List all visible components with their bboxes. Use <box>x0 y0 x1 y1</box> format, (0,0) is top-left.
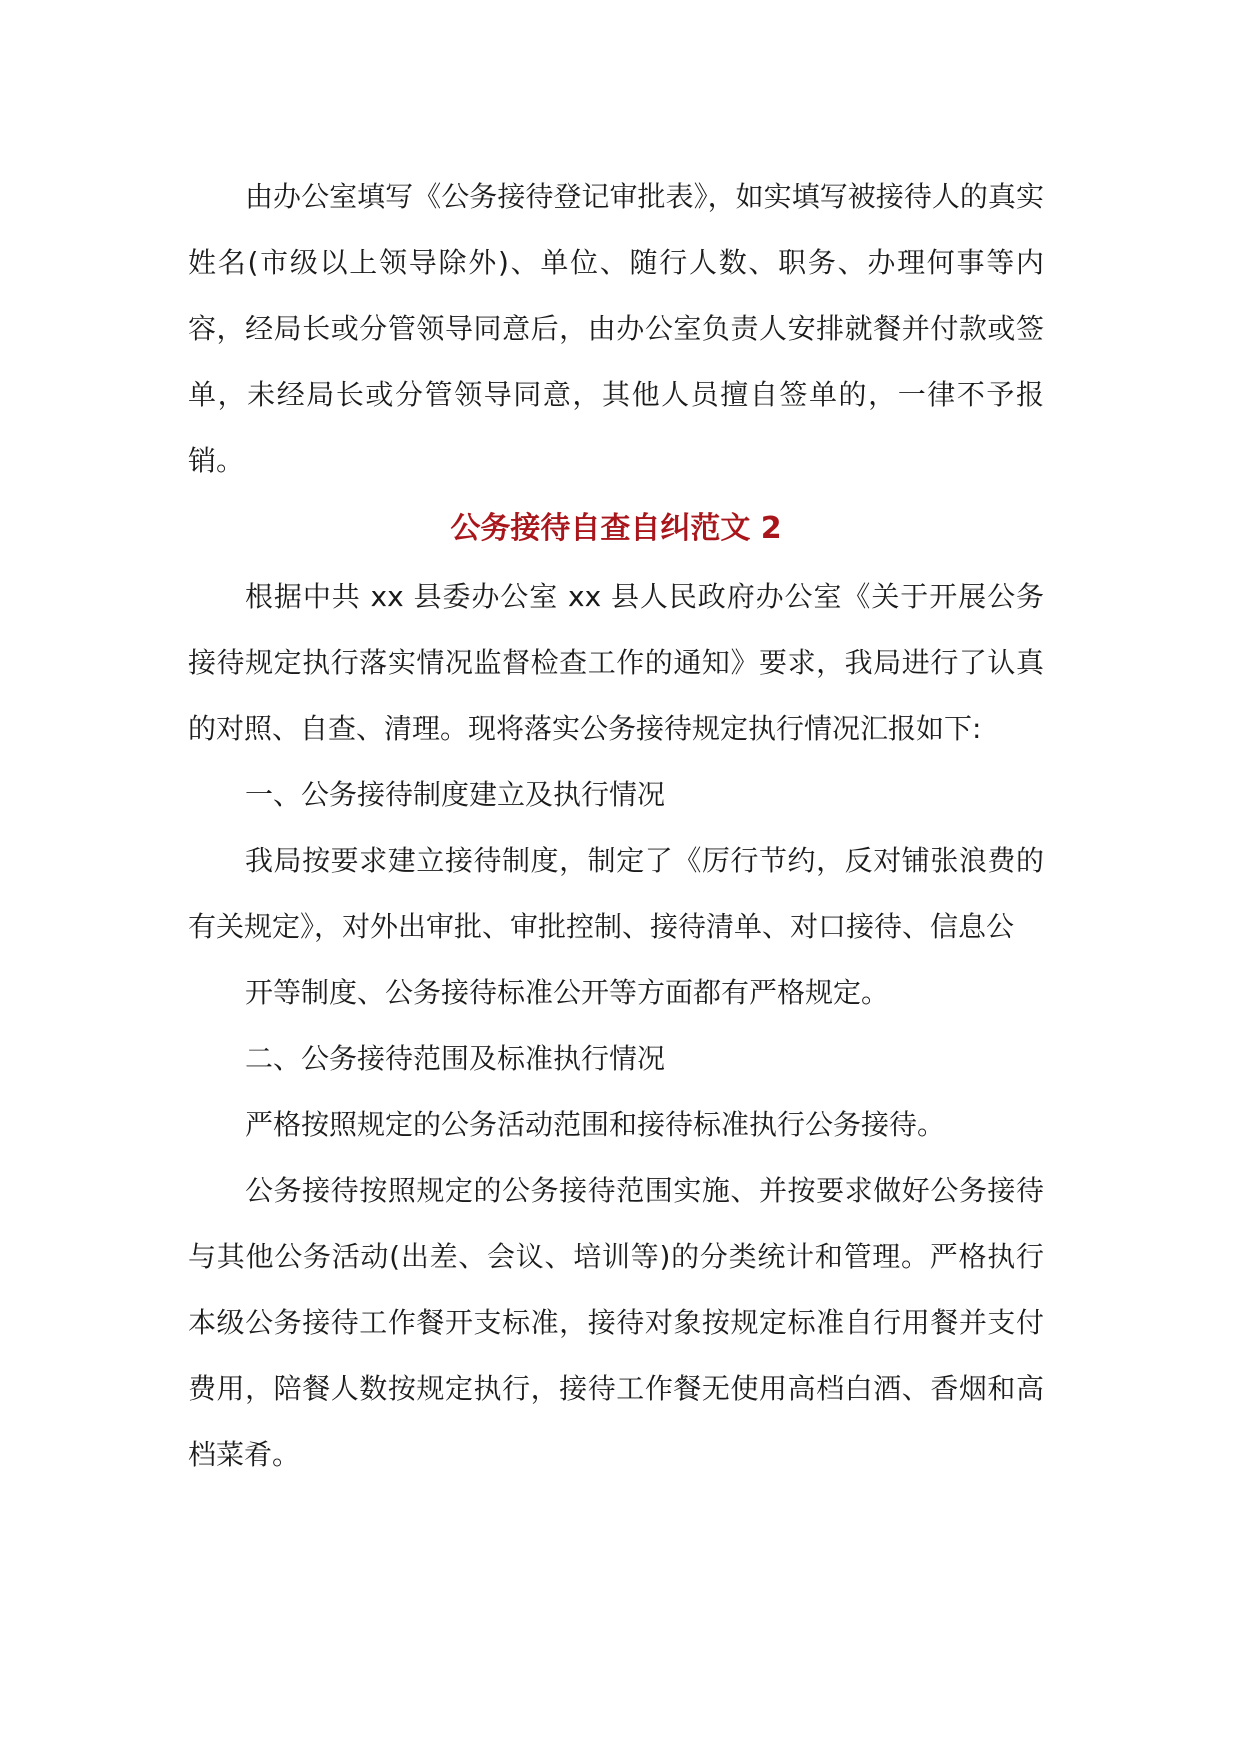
paragraph-basis: 根据中共 xx 县委办公室 xx 县人民政府办公室《关于开展公务接待规定执行落实情况监督检查工作的通知》要求，我局进行了认真的对照、自查、清理。现将落实公务接待规定执行情况汇报如下: <box>188 580 1044 745</box>
document-body <box>188 164 1044 1488</box>
paragraph-scope: 严格按照规定的公务活动范围和接待标准执行公务接待。 <box>245 1108 946 1141</box>
subheading-scope: 二、公务接待范围及标准执行情况 <box>245 1042 666 1075</box>
subheading-system: 一、公务接待制度建立及执行情况 <box>245 778 666 811</box>
paragraph-system-cont: 开等制度、公务接待标准公开等方面都有严格规定。 <box>245 976 890 1009</box>
paragraph-system: 我局按要求建立接待制度，制定了《厉行节约，反对铺张浪费的有关规定》，对外出审批、审批控制、接待清单、对口接待、信息公 <box>188 844 1044 943</box>
section-title: 公务接待自查自纠范文 2 <box>450 511 782 546</box>
paragraph-standards: 公务接待按照规定的公务接待范围实施、并按要求做好公务接待与其他公务活动(出差、会议、培训等)的分类统计和管理。严格执行本级公务接待工作餐开支标准，接待对象按规定标准自行用餐并支付费用，陪餐人数按规定执行，接待工作餐无使用高档白酒、香烟和高档菜肴。 <box>188 1174 1044 1471</box>
intro-paragraph: 由办公室填写《公务接待登记审批表》，如实填写被接待人的真实姓名(市级以上领导除外)、单位、随行人数、职务、办理何事等内容，经局长或分管领导同意后，由办公室负责人安排就餐并付款或签单，未经局长或分管领导同意，其他人员擅自签单的，一律不予报销。 <box>188 180 1044 477</box>
